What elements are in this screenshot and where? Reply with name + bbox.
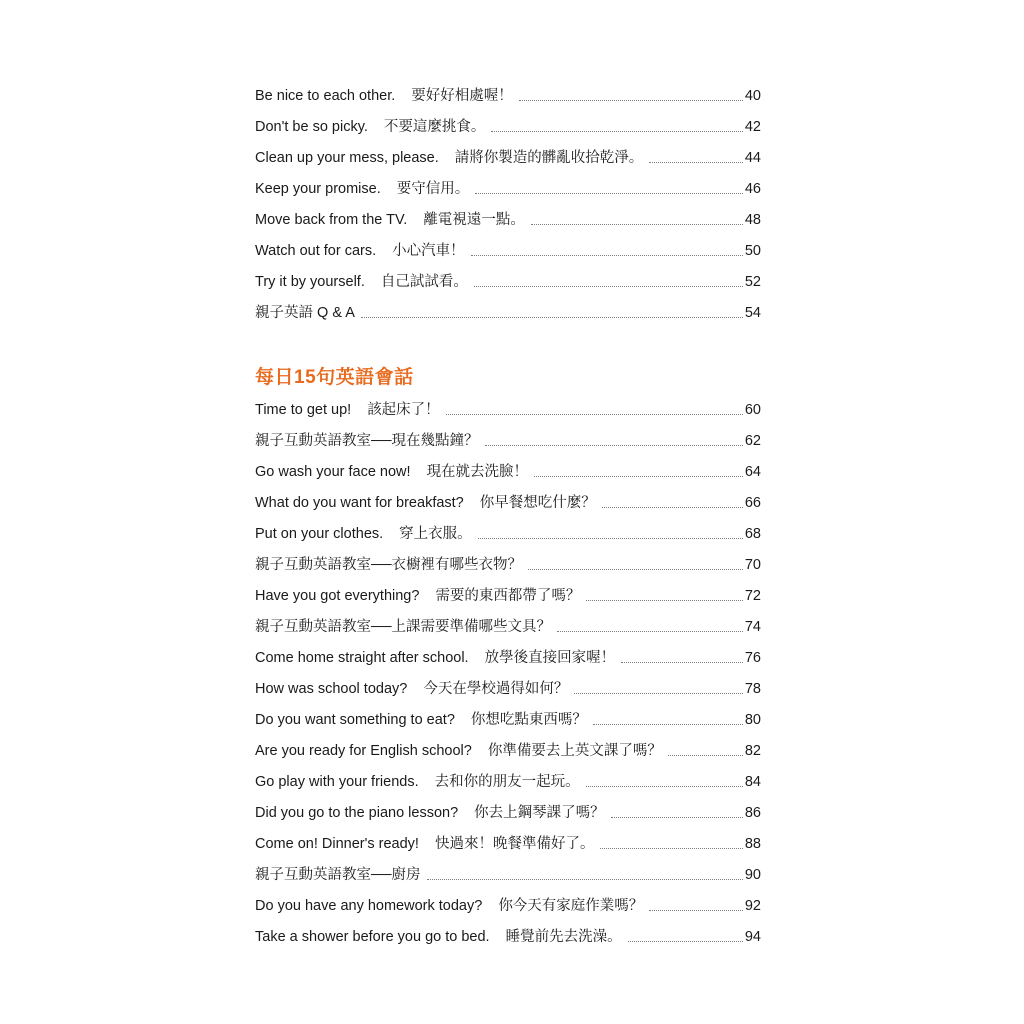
toc-entry-chinese: 放學後直接回家喔！ <box>484 650 616 666</box>
toc-entry[interactable] <box>255 519 761 550</box>
toc-entry-chinese: 今天在學校過得如何？ <box>423 681 569 697</box>
section-title: 每日15句英語會話 <box>255 367 414 388</box>
toc-entry-page-number: 66 <box>744 495 761 511</box>
toc-entry-english: Be nice to each other. <box>255 88 396 104</box>
toc-entry-chinese: 自己試試看。 <box>380 274 468 290</box>
toc-entry[interactable] <box>255 860 761 891</box>
toc-entry-english: Don't be so picky. <box>255 119 368 135</box>
toc-entry-page-number: 82 <box>744 743 761 759</box>
toc-entry-page-number: 50 <box>744 243 761 259</box>
toc-entry[interactable] <box>255 488 761 519</box>
table-of-contents <box>255 81 761 953</box>
toc-entry-english: Go wash your face now! <box>255 464 411 480</box>
dot-leader <box>475 193 743 194</box>
dot-leader <box>361 317 743 318</box>
toc-entry-page-number: 84 <box>744 774 761 790</box>
toc-entry-english: Watch out for cars. <box>255 243 377 259</box>
toc-entry[interactable] <box>255 236 761 267</box>
toc-entry-english: Try it by yourself. <box>255 274 365 290</box>
dot-leader <box>485 445 743 446</box>
toc-entry-chinese: 你準備要去上英文課了嗎？ <box>487 743 662 759</box>
toc-entry[interactable] <box>255 395 761 426</box>
dot-leader <box>427 879 743 880</box>
toc-entry-chinese: 親子互動英語教室──現在幾點鐘？ <box>255 433 479 449</box>
dot-leader <box>668 755 743 756</box>
toc-entry-chinese: 穿上衣服。 <box>399 526 472 542</box>
toc-entry-page-number: 90 <box>744 867 761 883</box>
toc-entry-chinese: 需要的東西都帶了嗎？ <box>435 588 581 604</box>
toc-entry-page-number: 42 <box>744 119 761 135</box>
toc-entry-page-number: 76 <box>744 650 761 666</box>
toc-entry-chinese: 親子英語 Q & A <box>255 305 355 321</box>
toc-entry-page-number: 48 <box>744 212 761 228</box>
toc-entry-chinese: 請將你製造的髒亂收拾乾淨。 <box>454 150 644 166</box>
toc-entry[interactable] <box>255 829 761 860</box>
toc-entry-chinese: 現在就去洗臉！ <box>426 464 529 480</box>
dot-leader <box>574 693 743 694</box>
toc-entry[interactable] <box>255 457 761 488</box>
toc-entry[interactable] <box>255 891 761 922</box>
dot-leader <box>602 507 743 508</box>
toc-entry-english: Clean up your mess, please. <box>255 150 439 166</box>
toc-entry-english: How was school today? <box>255 681 408 697</box>
toc-entry-page-number: 64 <box>744 464 761 480</box>
toc-entry-chinese: 你去上鋼琴課了嗎？ <box>474 805 605 821</box>
toc-entry-page-number: 74 <box>744 619 761 635</box>
toc-entry-english: Come home straight after school. <box>255 650 469 666</box>
toc-entry[interactable] <box>255 550 761 581</box>
toc-entry[interactable] <box>255 643 761 674</box>
toc-entry[interactable] <box>255 81 761 112</box>
toc-entry[interactable] <box>255 674 761 705</box>
toc-entry-english: Come on! Dinner's ready! <box>255 836 419 852</box>
toc-entry-page-number: 88 <box>744 836 761 852</box>
toc-entry-chinese: 親子互動英語教室──上課需要準備哪些文具？ <box>255 619 552 635</box>
toc-entry[interactable] <box>255 798 761 829</box>
toc-entry-chinese: 小心汽車！ <box>392 243 465 259</box>
toc-entry-chinese: 要守信用。 <box>396 181 470 197</box>
toc-entry-page-number: 54 <box>744 305 761 321</box>
toc-entry-english: Keep your promise. <box>255 181 381 197</box>
toc-entry-chinese: 離電視遠一點。 <box>423 212 525 228</box>
toc-entry[interactable] <box>255 298 761 329</box>
toc-entry-page-number: 78 <box>744 681 761 697</box>
dot-leader <box>474 286 743 287</box>
toc-entry-page-number: 86 <box>744 805 761 821</box>
toc-entry[interactable] <box>255 922 761 953</box>
toc-entry[interactable] <box>255 767 761 798</box>
toc-entry-chinese: 不要這麼挑食。 <box>383 119 486 135</box>
toc-entry-chinese: 去和你的朋友一起玩。 <box>434 774 580 790</box>
dot-leader <box>628 941 743 942</box>
dot-leader <box>649 910 743 911</box>
dot-leader <box>611 817 743 818</box>
toc-entry[interactable] <box>255 612 761 643</box>
toc-entry-page-number: 94 <box>744 929 761 945</box>
toc-entry[interactable] <box>255 581 761 612</box>
toc-entry-page-number: 46 <box>744 181 761 197</box>
toc-entry-english: Do you want something to eat? <box>255 712 455 728</box>
toc-entry-page-number: 72 <box>744 588 761 604</box>
toc-entry-chinese: 親子互動英語教室──衣櫥裡有哪些衣物？ <box>255 557 523 573</box>
toc-entry-page-number: 60 <box>744 402 761 418</box>
toc-entry-english: Take a shower before you go to bed. <box>255 929 490 945</box>
toc-entry-english: Move back from the TV. <box>255 212 408 228</box>
toc-entry[interactable] <box>255 174 761 205</box>
toc-entry-english: Do you have any homework today? <box>255 898 483 914</box>
toc-entry-page-number: 70 <box>744 557 761 573</box>
toc-entry-page-number: 80 <box>744 712 761 728</box>
toc-entry[interactable] <box>255 736 761 767</box>
dot-leader <box>491 131 742 132</box>
dot-leader <box>471 255 743 256</box>
dot-leader <box>600 848 742 849</box>
toc-entry[interactable] <box>255 143 761 174</box>
toc-entry[interactable] <box>255 205 761 236</box>
toc-entry-english: Go play with your friends. <box>255 774 419 790</box>
toc-entry-chinese: 你想吃點東西嗎？ <box>470 712 587 728</box>
toc-entry-english: Time to get up! <box>255 402 352 418</box>
toc-entry-english: Put on your clothes. <box>255 526 384 542</box>
toc-entry-english: Did you go to the piano lesson? <box>255 805 459 821</box>
toc-group-2 <box>255 395 761 953</box>
toc-entry[interactable] <box>255 705 761 736</box>
dot-leader <box>531 224 743 225</box>
toc-entry-chinese: 你今天有家庭作業嗎？ <box>498 898 644 914</box>
dot-leader <box>586 786 743 787</box>
toc-entry-page-number: 92 <box>744 898 761 914</box>
toc-entry[interactable] <box>255 426 761 457</box>
toc-entry-chinese: 該起床了！ <box>367 402 440 418</box>
dot-leader <box>621 662 743 663</box>
toc-entry-english: What do you want for breakfast? <box>255 495 464 511</box>
toc-entry-chinese: 你早餐想吃什麼？ <box>479 495 596 511</box>
toc-entry-chinese: 親子互動英語教室──廚房 <box>255 867 421 883</box>
dot-leader <box>446 414 743 415</box>
toc-entry-page-number: 40 <box>744 88 761 104</box>
dot-leader <box>528 569 743 570</box>
toc-entry-english: Are you ready for English school? <box>255 743 472 759</box>
dot-leader <box>557 631 743 632</box>
toc-group-1 <box>255 81 761 329</box>
toc-entry-page-number: 52 <box>744 274 761 290</box>
toc-entry-english: Have you got everything? <box>255 588 420 604</box>
dot-leader <box>534 476 743 477</box>
dot-leader <box>649 162 743 163</box>
toc-entry-page-number: 62 <box>744 433 761 449</box>
dot-leader <box>593 724 743 725</box>
toc-entry[interactable] <box>255 267 761 298</box>
dot-leader <box>478 538 743 539</box>
dot-leader <box>586 600 742 601</box>
toc-entry-page-number: 68 <box>744 526 761 542</box>
toc-entry-page-number: 44 <box>744 150 761 166</box>
toc-entry-chinese: 要好好相處喔！ <box>411 88 513 104</box>
dot-leader <box>519 100 743 101</box>
toc-entry-chinese: 快過來！晚餐準備好了。 <box>434 836 595 852</box>
toc-entry[interactable] <box>255 112 761 143</box>
toc-entry-chinese: 睡覺前先去洗澡。 <box>505 929 622 945</box>
